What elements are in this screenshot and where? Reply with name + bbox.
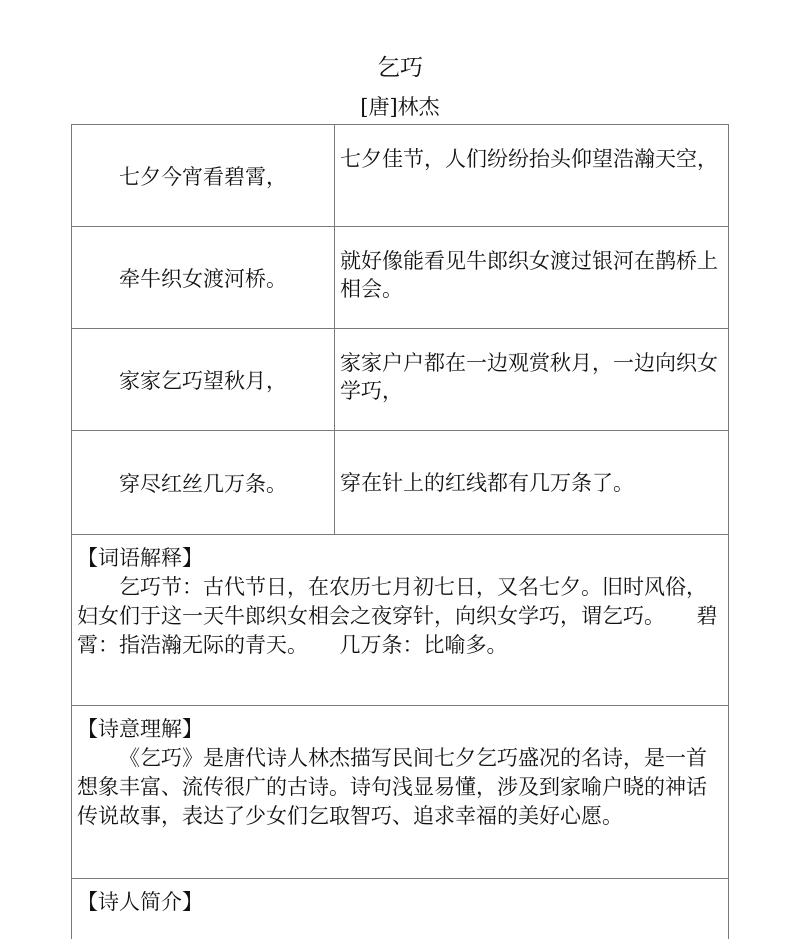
poem-line-cell: 穿尽红丝几万条。	[72, 431, 335, 534]
meaning-body: 《乞巧》是唐代诗人林杰描写民间七夕乞巧盛况的名诗，是一首想象丰富、流传很广的古诗。诗句浅显易懂，涉及到家喻户晓的神话传说故事，表达了少女们乞取智巧、追求幸福的美好心愿。	[77, 746, 707, 828]
bio-section	[72, 879, 728, 939]
meaning-heading: 【诗意理解】	[77, 717, 203, 741]
bio-heading: 【诗人简介】	[77, 890, 203, 914]
poem-line-cell: 牵牛织女渡河桥。	[72, 227, 335, 328]
poem-line-cell: 七夕今宵看碧霄，	[72, 125, 335, 226]
vocab-section	[72, 535, 728, 706]
poem-author: [唐]林杰	[360, 95, 440, 119]
poem-line-cell: 家家乞巧望秋月，	[72, 329, 335, 430]
translation-cell: 家家户户都在一边观赏秋月，一边向织女学巧，	[340, 351, 718, 403]
table-row	[72, 125, 728, 227]
table-row	[72, 329, 728, 431]
translation-cell: 穿在针上的红线都有几万条了。	[340, 470, 634, 495]
translation-cell: 七夕佳节，人们纷纷抬头仰望浩瀚天空，	[340, 147, 718, 171]
meaning-section	[72, 706, 728, 879]
vocab-heading: 【词语解释】	[77, 546, 203, 570]
table-row	[72, 431, 728, 535]
table-row	[72, 227, 728, 329]
translation-cell: 就好像能看见牛郎织女渡过银河在鹊桥上相会。	[340, 249, 718, 301]
vocab-body: 乞巧节：古代节日，在农历七月初七日，又名七夕。旧时风俗，妇女们于这一天牛郎织女相会之夜穿针，向织女学巧，谓乞巧。 碧霄：指浩瀚无际的青天。 几万条：比喻多。	[77, 575, 718, 657]
poem-title: 乞巧	[377, 55, 423, 81]
poem-table	[71, 124, 729, 939]
